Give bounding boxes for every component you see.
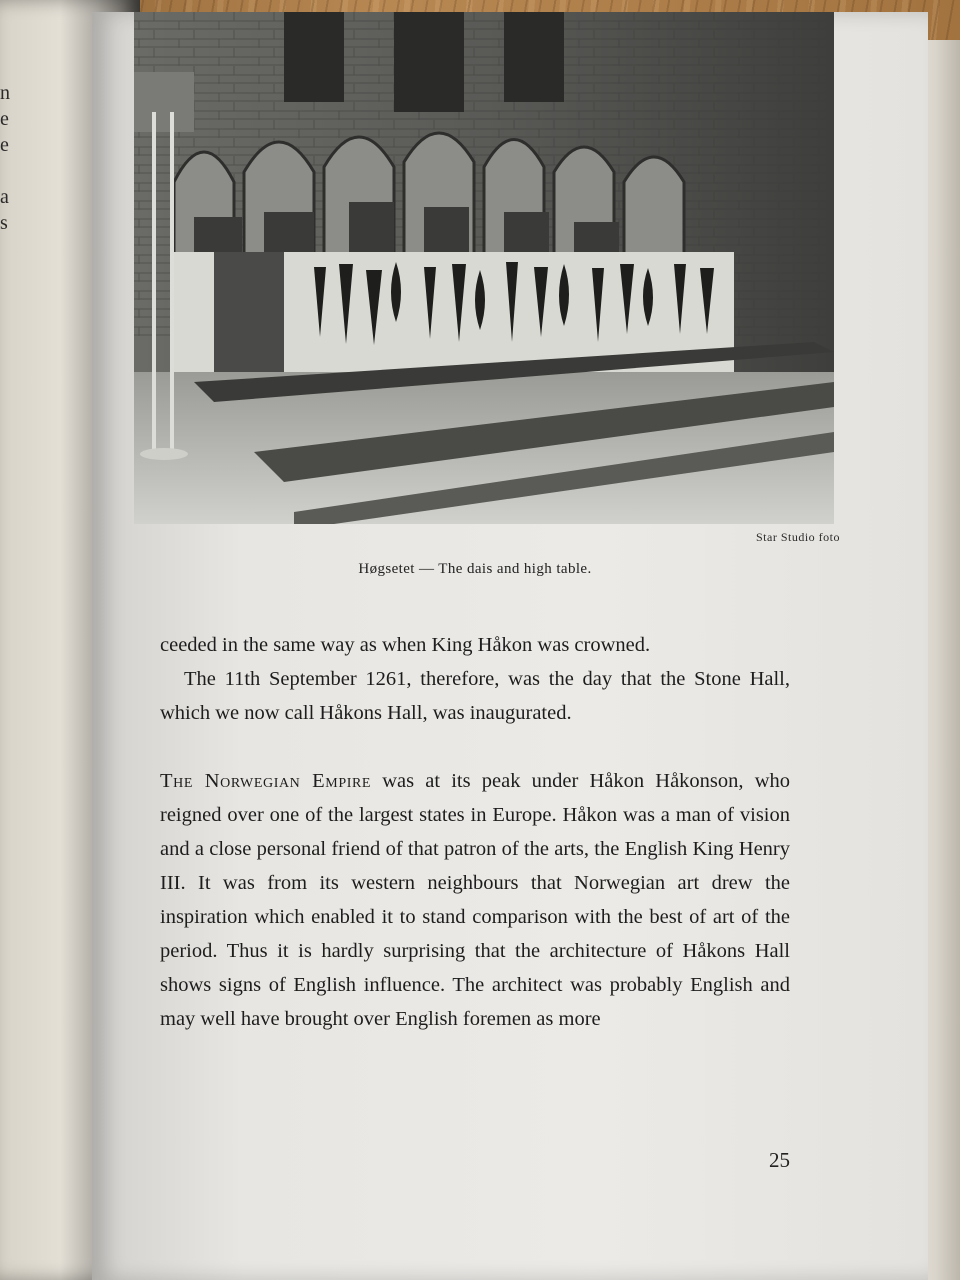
fragment-4 xyxy=(0,158,18,184)
paragraph-inauguration: The 11th September 1261, therefore, was the day that the Stone Hall, which we now call Håkons Hall, was inaugurated. xyxy=(160,668,790,724)
photo-caption: Høgsetet — The dais and high table. xyxy=(358,561,592,577)
dais-photo-illustration xyxy=(134,12,834,524)
fragment-6: s xyxy=(0,212,8,234)
hall-photograph xyxy=(134,12,834,524)
fragment-1: n xyxy=(0,82,10,104)
facing-page-text-fragments xyxy=(0,80,18,236)
fragment-3: e xyxy=(0,134,9,156)
fragment-5: a xyxy=(0,186,9,208)
section-text: was at its peak under Håkon Håkonson, who reigned over one of the largest states in Europe. Håkon was a man of vision and a close personal friend of that patron of the arts, the English King Henry III. It was from its western neighbours that Norwegian art drew the inspiration which enabled it to stand comparison with the best of art of the period. Thus it is hardly surprising that the architecture of Håkons Hall shows signs of English influence. The architect was probably English and may well have brought over English foremen as more xyxy=(160,770,791,1030)
photo-credit: Star Studio foto xyxy=(755,530,840,544)
section-lead: The Norwegian Empire xyxy=(160,770,372,792)
paragraph-norwegian-empire xyxy=(160,764,790,1036)
page-number: 25 xyxy=(769,1148,790,1172)
fragment-2: e xyxy=(0,108,9,130)
body-text xyxy=(160,628,790,1036)
paragraph-continued: ceeded in the same way as when King Håkon was crowned. xyxy=(160,634,651,656)
